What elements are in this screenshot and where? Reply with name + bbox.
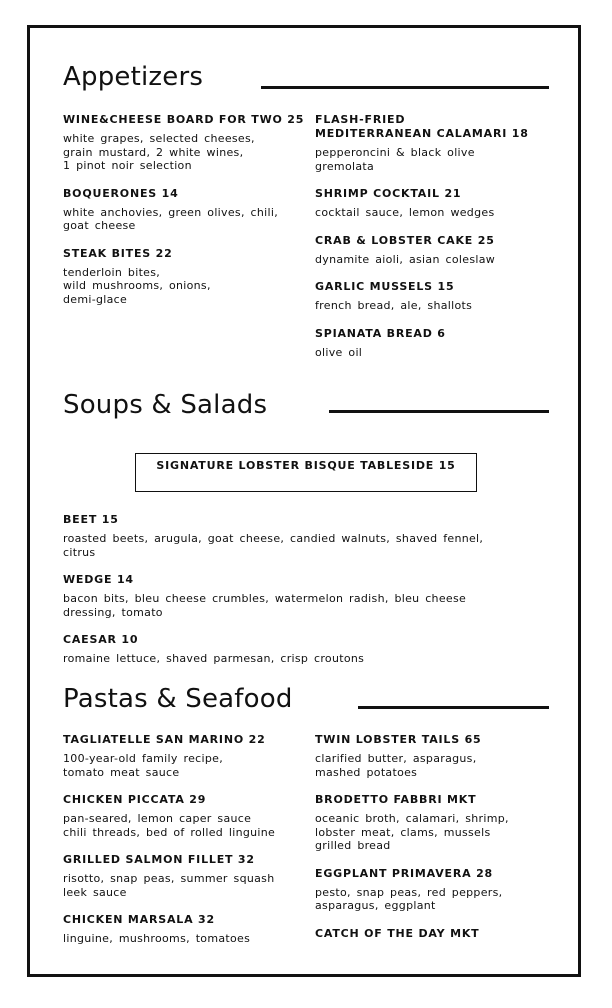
appetizers-right-column [315, 113, 555, 373]
menu-item-description: bacon bits, bleu cheese crumbles, watermelon radish, bleu cheese dressing, tomato [63, 592, 467, 619]
menu-item [63, 853, 308, 899]
featured-item-name: SIGNATURE LOBSTER BISQUE TABLESIDE 15 [156, 459, 456, 472]
menu-item-description: oceanic broth, calamari, shrimp, lobster meat, clams, mussels grilled bread [315, 812, 509, 852]
menu-item [315, 187, 555, 220]
menu-item [63, 187, 308, 233]
menu-item-name: GARLIC MUSSELS 15 [315, 280, 455, 293]
menu-item-name: CHICKEN PICCATA 29 [63, 793, 207, 806]
menu-item-name: BOQUERONES 14 [63, 186, 179, 200]
soups-salads-title: Soups & Salads [63, 390, 268, 420]
menu-item-description: pesto, snap peas, red peppers, asparagus, eggplant [315, 885, 503, 912]
menu-item [315, 113, 555, 173]
menu-item-description: pepperoncini & black olive gremolata [315, 146, 475, 173]
menu-item-name: TAGLIATELLE SAN MARINO 22 [63, 733, 266, 746]
menu-item-name: TWIN LOBSTER TAILS 65 [315, 733, 482, 746]
menu-item-description: white anchovies, green olives, chili, goat cheese [63, 205, 279, 232]
menu-item-description: white grapes, selected cheeses, grain mustard, 2 white wines, 1 pinot noir selection [63, 132, 255, 172]
menu-item-description: olive oil [315, 345, 363, 359]
menu-item-name: FLASH-FRIED MEDITERRANEAN CALAMARI 18 [315, 113, 529, 140]
menu-item [63, 247, 308, 307]
menu-item [63, 113, 308, 173]
menu-item [315, 867, 555, 913]
menu-item [315, 733, 555, 779]
menu-item-description: roasted beets, arugula, goat cheese, candied walnuts, shaved fennel, citrus [63, 532, 484, 559]
appetizers-left-column [63, 113, 308, 320]
menu-item-description: tenderloin bites, wild mushrooms, onions, demi-glace [63, 265, 211, 306]
menu-item-description: pan-seared, lemon caper sauce chili threads, bed of rolled linguine [63, 812, 276, 839]
menu-item [63, 793, 308, 839]
menu-item-description: romaine lettuce, shaved parmesan, crisp croutons [63, 652, 365, 665]
menu-item-name: CRAB & LOBSTER CAKE 25 [315, 233, 495, 247]
pastas-seafood-rule [358, 706, 549, 709]
menu-item [63, 573, 553, 619]
soups-salads-list [63, 513, 553, 680]
pastas-seafood-title: Pastas & Seafood [63, 684, 293, 714]
appetizers-title: Appetizers [63, 62, 204, 92]
menu-item-name: BRODETTO FABBRI MKT [315, 793, 477, 806]
menu-item-name: WINE&CHEESE BOARD FOR TWO 25 [63, 113, 305, 126]
menu-item-name: SPIANATA BREAD 6 [315, 326, 446, 340]
menu-item-description: dynamite aioli, asian coleslaw [315, 252, 496, 266]
menu-item [63, 633, 553, 666]
menu-item [315, 234, 555, 267]
pastas-left-column [63, 733, 308, 960]
soups-salads-rule [329, 410, 549, 413]
menu-item-name: CAESAR 10 [63, 633, 139, 646]
menu-item-description: cocktail sauce, lemon wedges [315, 206, 495, 219]
menu-item-name: CHICKEN MARSALA 32 [63, 913, 215, 926]
menu-item-name: WEDGE 14 [63, 573, 134, 586]
featured-item-box [135, 453, 477, 492]
menu-item-name: GRILLED SALMON FILLET 32 [63, 853, 255, 866]
menu-item [63, 913, 308, 946]
pastas-right-column [315, 733, 555, 955]
menu-item [315, 927, 555, 941]
menu-item-description: clarified butter, asparagus, mashed potatoes [315, 752, 477, 779]
menu-item [315, 280, 555, 313]
menu-item-name: STEAK BITES 22 [63, 246, 173, 260]
menu-item [63, 513, 553, 559]
menu-item-description: french bread, ale, shallots [315, 299, 473, 312]
menu-item-description: linguine, mushrooms, tomatoes [63, 932, 251, 945]
appetizers-rule [261, 86, 549, 89]
menu-item-description: risotto, snap peas, summer squash leek sauce [63, 872, 275, 899]
menu-item-description: 100-year-old family recipe, tomato meat sauce [63, 752, 223, 779]
menu-item [63, 733, 308, 779]
menu-item-name: BEET 15 [63, 513, 119, 526]
menu-item [315, 793, 555, 853]
menu-item-name: SHRIMP COCKTAIL 21 [315, 187, 462, 200]
menu-item-name: CATCH OF THE DAY MKT [315, 926, 480, 940]
menu-item [315, 327, 555, 360]
menu-item-name: EGGPLANT PRIMAVERA 28 [315, 866, 493, 880]
